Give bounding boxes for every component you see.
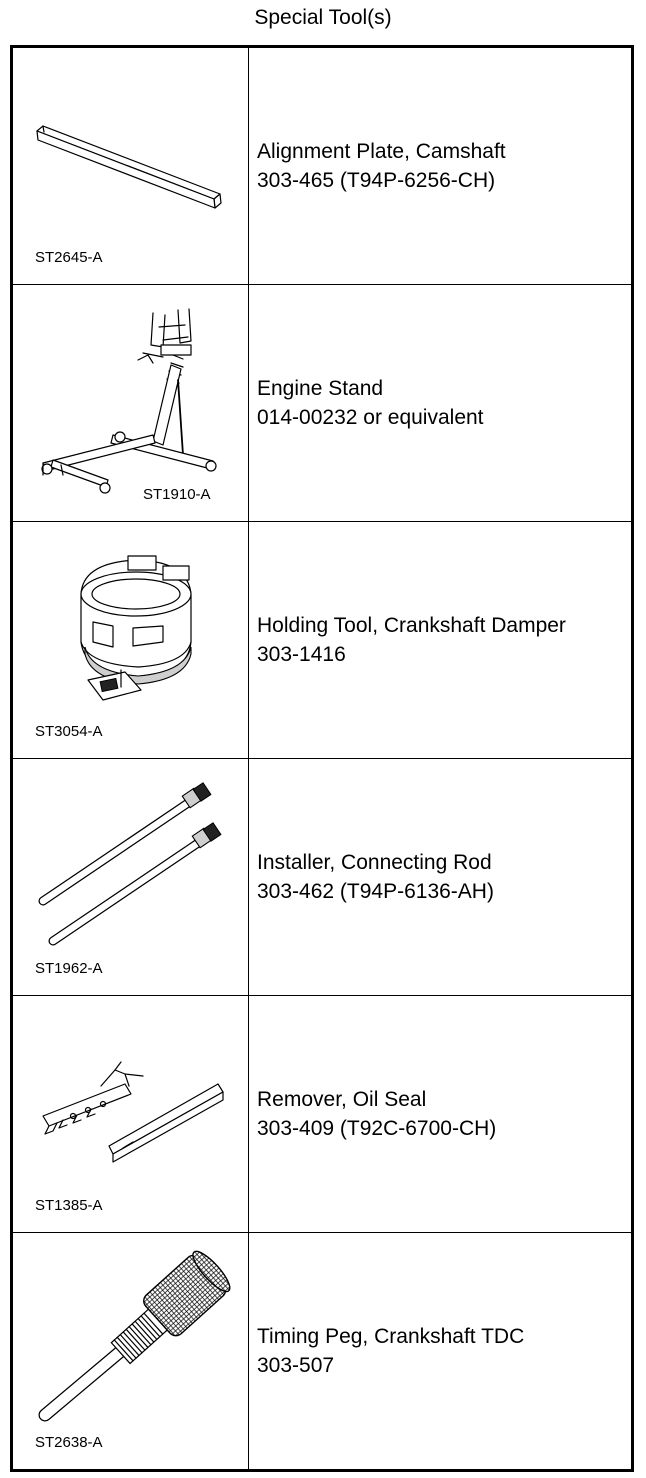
tool-name: Engine Stand xyxy=(257,377,384,400)
tool-description-cell xyxy=(249,285,633,522)
tool-description-cell xyxy=(249,996,633,1233)
tool-illustration-cell xyxy=(12,47,249,285)
table-row xyxy=(12,285,633,522)
tool-description-cell xyxy=(249,47,633,285)
tool-description-cell xyxy=(249,759,633,996)
tool-number: 303-1416 xyxy=(257,643,346,666)
tool-name: Installer, Connecting Rod xyxy=(257,851,492,874)
table-row xyxy=(12,759,633,996)
tool-illustration-cell xyxy=(12,996,249,1233)
table-row xyxy=(12,522,633,759)
tool-number: 014-00232 or equivalent xyxy=(257,406,484,429)
tool-name: Remover, Oil Seal xyxy=(257,1088,427,1111)
tool-illustration-cell xyxy=(12,1233,249,1471)
tool-code: ST2638-A xyxy=(35,1434,103,1451)
tool-name: Alignment Plate, Camshaft xyxy=(257,140,506,163)
engine-stand-icon xyxy=(13,285,248,521)
page-title: Special Tool(s) xyxy=(254,6,392,29)
tool-code: ST1962-A xyxy=(35,960,103,977)
tool-number: 303-507 xyxy=(257,1354,335,1377)
tool-description-cell xyxy=(249,522,633,759)
table-row xyxy=(12,47,633,285)
tool-code: ST1910-A xyxy=(143,486,211,503)
tool-code: ST2645-A xyxy=(35,249,103,266)
tool-number: 303-462 (T94P-6136-AH) xyxy=(257,880,494,903)
table-row xyxy=(12,996,633,1233)
tool-code: ST1385-A xyxy=(35,1197,103,1214)
tool-illustration-cell xyxy=(12,759,249,996)
tool-number: 303-465 (T94P-6256-CH) xyxy=(257,169,496,192)
tool-code: ST3054-A xyxy=(35,723,103,740)
tool-name: Holding Tool, Crankshaft Damper xyxy=(257,614,566,637)
table-row xyxy=(12,1233,633,1471)
tool-description-cell xyxy=(249,1233,633,1471)
tool-name: Timing Peg, Crankshaft TDC xyxy=(257,1325,525,1348)
tool-number: 303-409 (T92C-6700-CH) xyxy=(257,1117,497,1140)
tool-illustration-cell xyxy=(12,285,249,522)
special-tools-table xyxy=(10,45,634,1472)
tool-illustration-cell xyxy=(12,522,249,759)
